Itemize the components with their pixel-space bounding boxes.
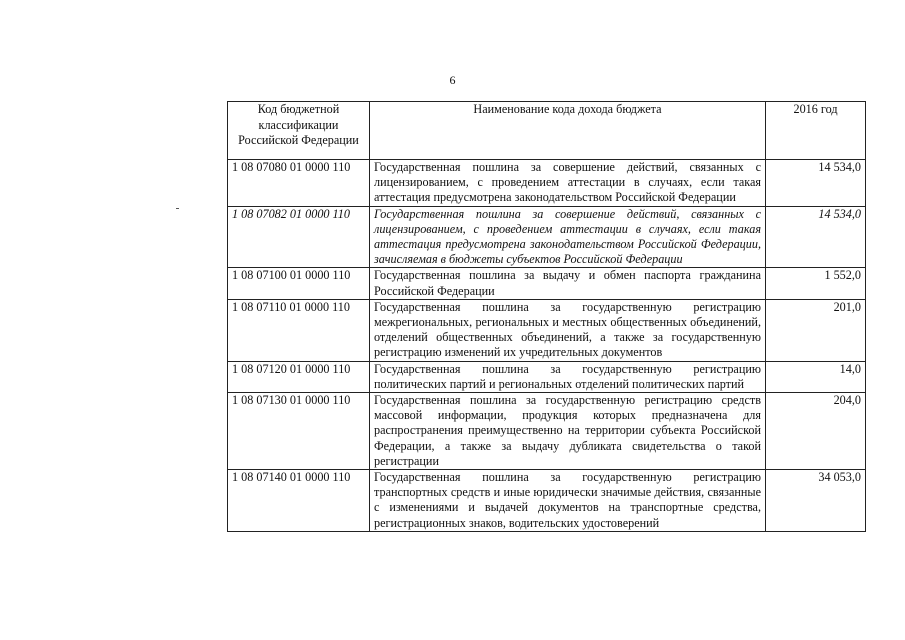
table-row [228,206,866,268]
row-value: 34 053,0 [766,470,866,532]
row-code: 1 08 07120 01 0000 110 [228,361,370,392]
row-name: Государственная пошлина за государственную регистрацию политических партий и региональных отделений политических партий [370,361,766,392]
table-row [228,160,866,207]
header-budget-code: Код бюджетной классификации Российской Федерации [228,102,370,160]
table-row [228,393,866,470]
row-value: 14 534,0 [766,160,866,207]
table-header-row [228,102,866,160]
scan-artifact [176,208,179,209]
row-code: 1 08 07080 01 0000 110 [228,160,370,207]
page-number: 6 [449,73,456,87]
row-value: 1 552,0 [766,268,866,299]
table-row [228,268,866,299]
row-name: Государственная пошлина за выдачу и обмен паспорта гражданина Российской Федерации [370,268,766,299]
table-row [228,299,866,361]
row-name: Государственная пошлина за государственную регистрацию средств массовой информации, продукция которых предназначена для распространения преимущественно на территории субъекта Российской Федерации, а также за выдачу дубликата свидетельства о такой регистрации [370,393,766,470]
table-row [228,470,866,532]
row-code: 1 08 07110 01 0000 110 [228,299,370,361]
table-row [228,361,866,392]
row-name: Государственная пошлина за государственную регистрацию транспортных средств и иные юридически значимые действия, связанные с изменениями и выдачей документов на транспортные средства, регистрационных знаков, водительских удостоверений [370,470,766,532]
row-name: Государственная пошлина за совершение действий, связанных с лицензированием, с проведением аттестации в случаях, если такая аттестация предусмотрена законодательством Российской Федерации [370,160,766,207]
header-year-2016: 2016 год [766,102,866,160]
row-code: 1 08 07140 01 0000 110 [228,470,370,532]
row-code: 1 08 07130 01 0000 110 [228,393,370,470]
header-revenue-name: Наименование кода дохода бюджета [370,102,766,160]
budget-revenue-table [227,101,866,532]
row-value: 14,0 [766,361,866,392]
row-code: 1 08 07082 01 0000 110 [228,206,370,268]
row-value: 204,0 [766,393,866,470]
row-name: Государственная пошлина за государственную регистрацию межрегиональных, региональных и местных общественных объединений, отделений общественных объединений, а также за государственную регистрацию изменений их учредительных документов [370,299,766,361]
row-name: Государственная пошлина за совершение действий, связанных с лицензированием, с проведением аттестации в случаях, если такая аттестация предусмотрена законодательством Российской Федерации, зачисляемая в бюджеты субъектов Российской Федерации [370,206,766,268]
row-code: 1 08 07100 01 0000 110 [228,268,370,299]
row-value: 201,0 [766,299,866,361]
row-value: 14 534,0 [766,206,866,268]
